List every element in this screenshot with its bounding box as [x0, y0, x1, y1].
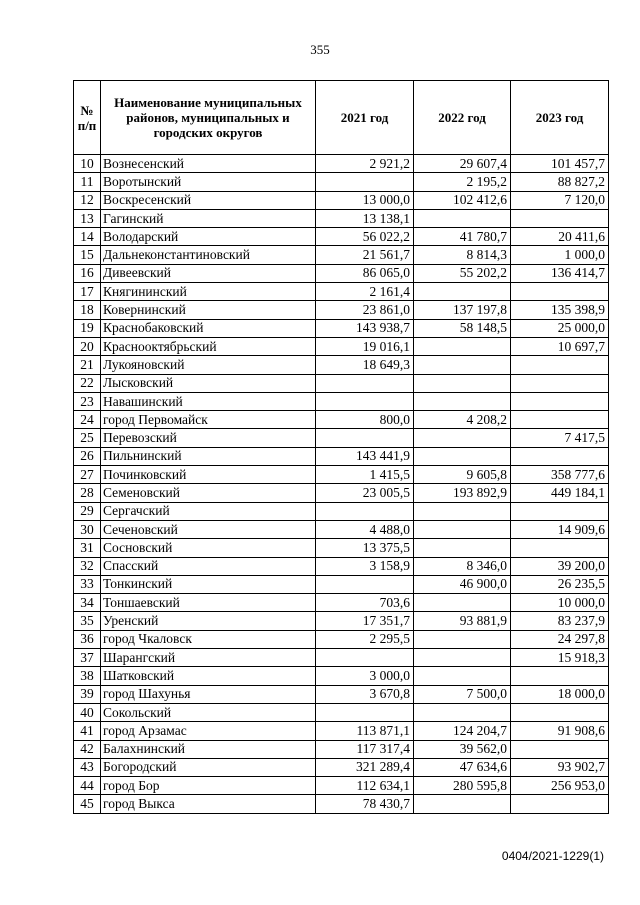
value-2023	[511, 447, 609, 465]
row-number: 43	[74, 758, 101, 776]
row-number: 10	[74, 155, 101, 173]
table-row	[74, 337, 609, 355]
row-name: Шарангский	[101, 649, 316, 667]
row-number: 14	[74, 228, 101, 246]
value-2022	[414, 594, 511, 612]
value-2021: 56 022,2	[316, 228, 414, 246]
value-2021: 321 289,4	[316, 758, 414, 776]
value-2021: 13 000,0	[316, 191, 414, 209]
value-2022	[414, 447, 511, 465]
value-2023: 135 398,9	[511, 301, 609, 319]
row-number: 12	[74, 191, 101, 209]
row-name: город Чкаловск	[101, 630, 316, 648]
value-2022: 41 780,7	[414, 228, 511, 246]
row-number: 11	[74, 173, 101, 191]
value-2022: 280 595,8	[414, 777, 511, 795]
table-row	[74, 466, 609, 484]
value-2021: 86 065,0	[316, 264, 414, 282]
value-2022: 9 605,8	[414, 466, 511, 484]
table-row	[74, 758, 609, 776]
value-2021: 23 005,5	[316, 484, 414, 502]
row-name: Балахнинский	[101, 740, 316, 758]
row-number: 15	[74, 246, 101, 264]
value-2021	[316, 502, 414, 520]
row-name: Тонкинский	[101, 575, 316, 593]
value-2023: 449 184,1	[511, 484, 609, 502]
value-2021	[316, 374, 414, 392]
table-row	[74, 228, 609, 246]
row-number: 28	[74, 484, 101, 502]
table-row	[74, 155, 609, 173]
table-row	[74, 539, 609, 557]
value-2022: 8 814,3	[414, 246, 511, 264]
table-row	[74, 722, 609, 740]
value-2022	[414, 374, 511, 392]
row-name: Сеченовский	[101, 520, 316, 538]
row-number: 29	[74, 502, 101, 520]
value-2023	[511, 392, 609, 410]
value-2023: 93 902,7	[511, 758, 609, 776]
table-row	[74, 557, 609, 575]
value-2021	[316, 703, 414, 721]
table-row	[74, 392, 609, 410]
row-number: 33	[74, 575, 101, 593]
row-number: 22	[74, 374, 101, 392]
document-code: 0404/2021-1229(1)	[501, 849, 604, 863]
value-2023: 83 237,9	[511, 612, 609, 630]
value-2021: 3 158,9	[316, 557, 414, 575]
table-row	[74, 703, 609, 721]
table-row	[74, 447, 609, 465]
table-row	[74, 630, 609, 648]
value-2023: 1 000,0	[511, 246, 609, 264]
row-name: Краснобаковский	[101, 319, 316, 337]
table-row	[74, 520, 609, 538]
value-2023: 26 235,5	[511, 575, 609, 593]
table-row	[74, 429, 609, 447]
row-name: Перевозский	[101, 429, 316, 447]
table-row	[74, 209, 609, 227]
row-number: 30	[74, 520, 101, 538]
row-number: 17	[74, 283, 101, 301]
row-number: 42	[74, 740, 101, 758]
row-number: 36	[74, 630, 101, 648]
row-number: 44	[74, 777, 101, 795]
row-number: 32	[74, 557, 101, 575]
value-2023: 7 120,0	[511, 191, 609, 209]
row-name: город Арзамас	[101, 722, 316, 740]
value-2023	[511, 411, 609, 429]
table-row	[74, 484, 609, 502]
value-2022	[414, 392, 511, 410]
value-2022: 137 197,8	[414, 301, 511, 319]
row-number: 20	[74, 337, 101, 355]
row-name: Пильнинский	[101, 447, 316, 465]
value-2023: 136 414,7	[511, 264, 609, 282]
table-body	[74, 155, 609, 814]
value-2023: 7 417,5	[511, 429, 609, 447]
value-2023	[511, 667, 609, 685]
value-2022	[414, 502, 511, 520]
table-row	[74, 356, 609, 374]
value-2022: 47 634,6	[414, 758, 511, 776]
table-row	[74, 502, 609, 520]
value-2021: 143 938,7	[316, 319, 414, 337]
row-name: Ковернинский	[101, 301, 316, 319]
value-2021: 13 138,1	[316, 209, 414, 227]
row-name: Воротынский	[101, 173, 316, 191]
table-row	[74, 191, 609, 209]
row-number: 37	[74, 649, 101, 667]
value-2023: 25 000,0	[511, 319, 609, 337]
row-name: Богородский	[101, 758, 316, 776]
budget-table	[73, 80, 609, 814]
value-2021: 4 488,0	[316, 520, 414, 538]
value-2021	[316, 429, 414, 447]
value-2021: 19 016,1	[316, 337, 414, 355]
value-2023: 91 908,6	[511, 722, 609, 740]
row-number: 24	[74, 411, 101, 429]
table-row	[74, 374, 609, 392]
value-2021: 13 375,5	[316, 539, 414, 557]
row-name: Володарский	[101, 228, 316, 246]
header-2022: 2022 год	[414, 81, 511, 155]
row-number: 21	[74, 356, 101, 374]
value-2023: 358 777,6	[511, 466, 609, 484]
value-2021: 112 634,1	[316, 777, 414, 795]
row-number: 35	[74, 612, 101, 630]
value-2022	[414, 209, 511, 227]
value-2022: 102 412,6	[414, 191, 511, 209]
value-2021: 117 317,4	[316, 740, 414, 758]
row-name: Вознесенский	[101, 155, 316, 173]
row-name: Дальнеконстантиновский	[101, 246, 316, 264]
value-2022: 55 202,2	[414, 264, 511, 282]
value-2023: 20 411,6	[511, 228, 609, 246]
value-2021: 3 670,8	[316, 685, 414, 703]
value-2021	[316, 392, 414, 410]
table-row	[74, 612, 609, 630]
value-2022: 8 346,0	[414, 557, 511, 575]
row-number: 41	[74, 722, 101, 740]
row-name: Краснооктябрьский	[101, 337, 316, 355]
table-row	[74, 264, 609, 282]
row-name: Уренский	[101, 612, 316, 630]
value-2023	[511, 795, 609, 813]
value-2023	[511, 539, 609, 557]
value-2022: 4 208,2	[414, 411, 511, 429]
value-2023: 10 697,7	[511, 337, 609, 355]
value-2021: 18 649,3	[316, 356, 414, 374]
row-name: Семеновский	[101, 484, 316, 502]
value-2022	[414, 539, 511, 557]
row-number: 34	[74, 594, 101, 612]
table-row	[74, 319, 609, 337]
value-2021: 23 861,0	[316, 301, 414, 319]
value-2021	[316, 173, 414, 191]
header-name: Наименование муниципальных районов, муниципальных и городских округов	[101, 81, 316, 155]
row-name: Сокольский	[101, 703, 316, 721]
row-number: 23	[74, 392, 101, 410]
value-2023	[511, 502, 609, 520]
value-2021: 2 161,4	[316, 283, 414, 301]
table-header-row	[74, 81, 609, 155]
page-number: 355	[310, 42, 330, 57]
value-2023: 39 200,0	[511, 557, 609, 575]
value-2022	[414, 283, 511, 301]
value-2023: 18 000,0	[511, 685, 609, 703]
value-2022	[414, 356, 511, 374]
table-row	[74, 411, 609, 429]
value-2022	[414, 795, 511, 813]
value-2023: 101 457,7	[511, 155, 609, 173]
row-name: Тоншаевский	[101, 594, 316, 612]
value-2022: 7 500,0	[414, 685, 511, 703]
row-number: 25	[74, 429, 101, 447]
value-2023	[511, 374, 609, 392]
header-2021: 2021 год	[316, 81, 414, 155]
table-row	[74, 685, 609, 703]
row-name: Дивеевский	[101, 264, 316, 282]
value-2022	[414, 337, 511, 355]
value-2023: 88 827,2	[511, 173, 609, 191]
table-row	[74, 173, 609, 191]
table-row	[74, 575, 609, 593]
row-name: Сергачский	[101, 502, 316, 520]
table-row	[74, 283, 609, 301]
table-row	[74, 594, 609, 612]
value-2021: 21 561,7	[316, 246, 414, 264]
row-name: Навашинский	[101, 392, 316, 410]
row-number: 45	[74, 795, 101, 813]
table-row	[74, 777, 609, 795]
row-number: 26	[74, 447, 101, 465]
row-number: 16	[74, 264, 101, 282]
row-number: 18	[74, 301, 101, 319]
value-2021: 1 415,5	[316, 466, 414, 484]
header-2023: 2023 год	[511, 81, 609, 155]
value-2023: 14 909,6	[511, 520, 609, 538]
value-2023	[511, 283, 609, 301]
value-2022: 46 900,0	[414, 575, 511, 593]
row-name: Починковский	[101, 466, 316, 484]
value-2021: 2 921,2	[316, 155, 414, 173]
value-2023	[511, 740, 609, 758]
row-name: Лукояновский	[101, 356, 316, 374]
value-2022	[414, 649, 511, 667]
row-name: Шатковский	[101, 667, 316, 685]
row-name: Княгининский	[101, 283, 316, 301]
row-name: город Бор	[101, 777, 316, 795]
value-2023	[511, 356, 609, 374]
value-2022	[414, 703, 511, 721]
table-row	[74, 667, 609, 685]
row-number: 13	[74, 209, 101, 227]
row-number: 31	[74, 539, 101, 557]
value-2022: 93 881,9	[414, 612, 511, 630]
row-name: город Шахунья	[101, 685, 316, 703]
value-2022: 58 148,5	[414, 319, 511, 337]
value-2022: 29 607,4	[414, 155, 511, 173]
row-number: 39	[74, 685, 101, 703]
value-2022	[414, 630, 511, 648]
table-row	[74, 795, 609, 813]
value-2021	[316, 575, 414, 593]
row-number: 40	[74, 703, 101, 721]
value-2022	[414, 429, 511, 447]
value-2021	[316, 649, 414, 667]
table-row	[74, 740, 609, 758]
row-name: Воскресенский	[101, 191, 316, 209]
row-name: город Выкса	[101, 795, 316, 813]
value-2022: 193 892,9	[414, 484, 511, 502]
table-row	[74, 649, 609, 667]
value-2023: 256 953,0	[511, 777, 609, 795]
value-2023	[511, 703, 609, 721]
row-name: Гагинский	[101, 209, 316, 227]
value-2023: 15 918,3	[511, 649, 609, 667]
table-row	[74, 246, 609, 264]
value-2023	[511, 209, 609, 227]
value-2023: 10 000,0	[511, 594, 609, 612]
row-number: 38	[74, 667, 101, 685]
row-number: 27	[74, 466, 101, 484]
value-2023: 24 297,8	[511, 630, 609, 648]
row-name: Спасский	[101, 557, 316, 575]
value-2022: 39 562,0	[414, 740, 511, 758]
table-row	[74, 301, 609, 319]
row-name: Лысковский	[101, 374, 316, 392]
value-2022	[414, 667, 511, 685]
header-num: № п/п	[74, 81, 101, 155]
value-2021: 2 295,5	[316, 630, 414, 648]
row-name: Сосновский	[101, 539, 316, 557]
row-number: 19	[74, 319, 101, 337]
value-2021: 3 000,0	[316, 667, 414, 685]
value-2021: 78 430,7	[316, 795, 414, 813]
value-2022	[414, 520, 511, 538]
value-2021: 800,0	[316, 411, 414, 429]
value-2021: 17 351,7	[316, 612, 414, 630]
value-2021: 703,6	[316, 594, 414, 612]
value-2022: 124 204,7	[414, 722, 511, 740]
value-2021: 113 871,1	[316, 722, 414, 740]
row-name: город Первомайск	[101, 411, 316, 429]
value-2021: 143 441,9	[316, 447, 414, 465]
value-2022: 2 195,2	[414, 173, 511, 191]
